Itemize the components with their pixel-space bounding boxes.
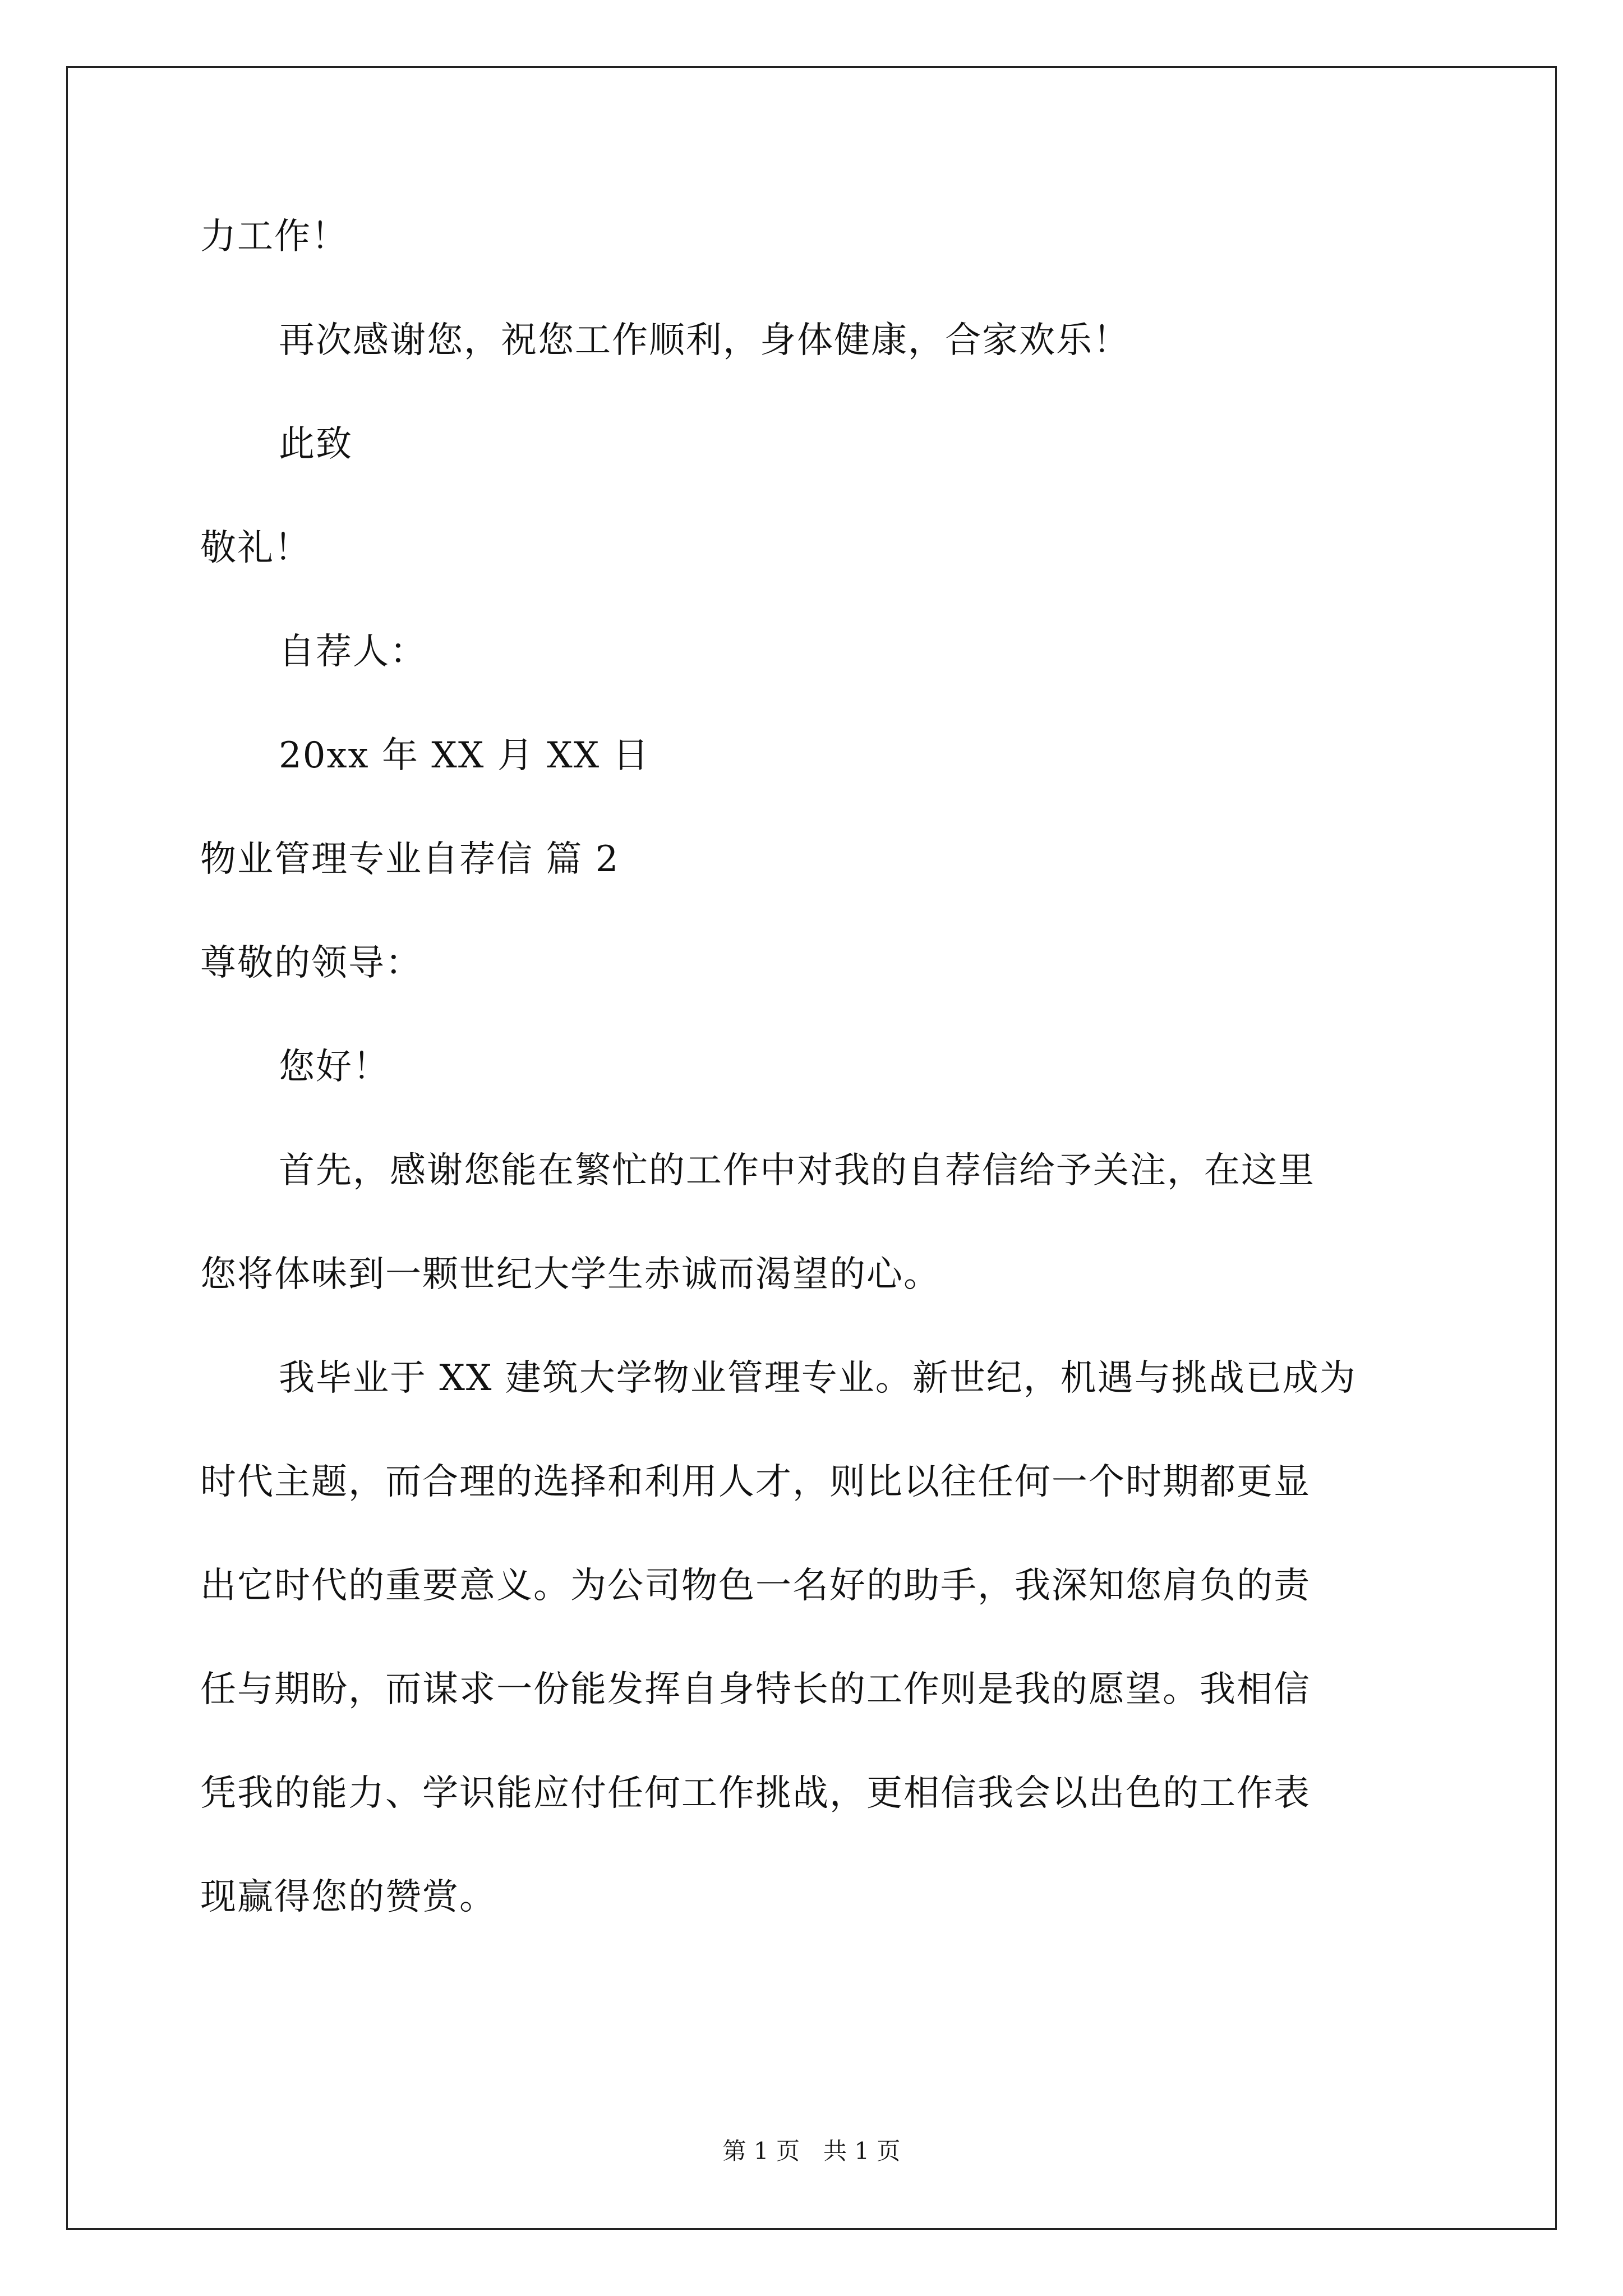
paragraph-line: 时代主题，而合理的选择和利用人才，则比以往任何一个时期都更显 — [200, 1461, 1311, 1503]
paragraph-line: 现赢得您的赞赏。 — [200, 1876, 496, 1918]
text-line: 此致 — [279, 424, 353, 465]
paragraph-line: 任与期盼，而谋求一份能发挥自身特长的工作则是我的愿望。我相信 — [200, 1669, 1311, 1710]
text-line: 再次感谢您，祝您工作顺利，身体健康，合家欢乐！ — [279, 320, 1130, 361]
paragraph-line: 首先，感谢您能在繁忙的工作中对我的自荐信给予关注，在这里 — [279, 1150, 1315, 1191]
paragraph-line: 您将体味到一颗世纪大学生赤诚而渴望的心。 — [200, 1254, 940, 1295]
page-footer: 第 1 页 共 1 页 — [722, 2137, 901, 2165]
text-line: 敬礼！ — [200, 527, 311, 569]
text-line: 力工作！ — [200, 216, 348, 257]
salutation: 尊敬的领导： — [200, 942, 422, 984]
paragraph-line: 凭我的能力、学识能应付任何工作挑战，更相信我会以出色的工作表 — [200, 1773, 1311, 1814]
paragraph-line: 出它时代的重要意义。为公司物色一名好的助手，我深知您肩负的责 — [200, 1565, 1311, 1607]
date-line: 20xx 年 XX 月 XX 日 — [279, 735, 650, 776]
paragraph-line: 我毕业于 XX 建筑大学物业管理专业。新世纪，机遇与挑战已成为 — [279, 1358, 1357, 1399]
text-line: 自荐人： — [279, 631, 427, 673]
section-heading: 物业管理专业自荐信 篇 2 — [200, 839, 620, 880]
greeting: 您好！ — [279, 1046, 390, 1088]
